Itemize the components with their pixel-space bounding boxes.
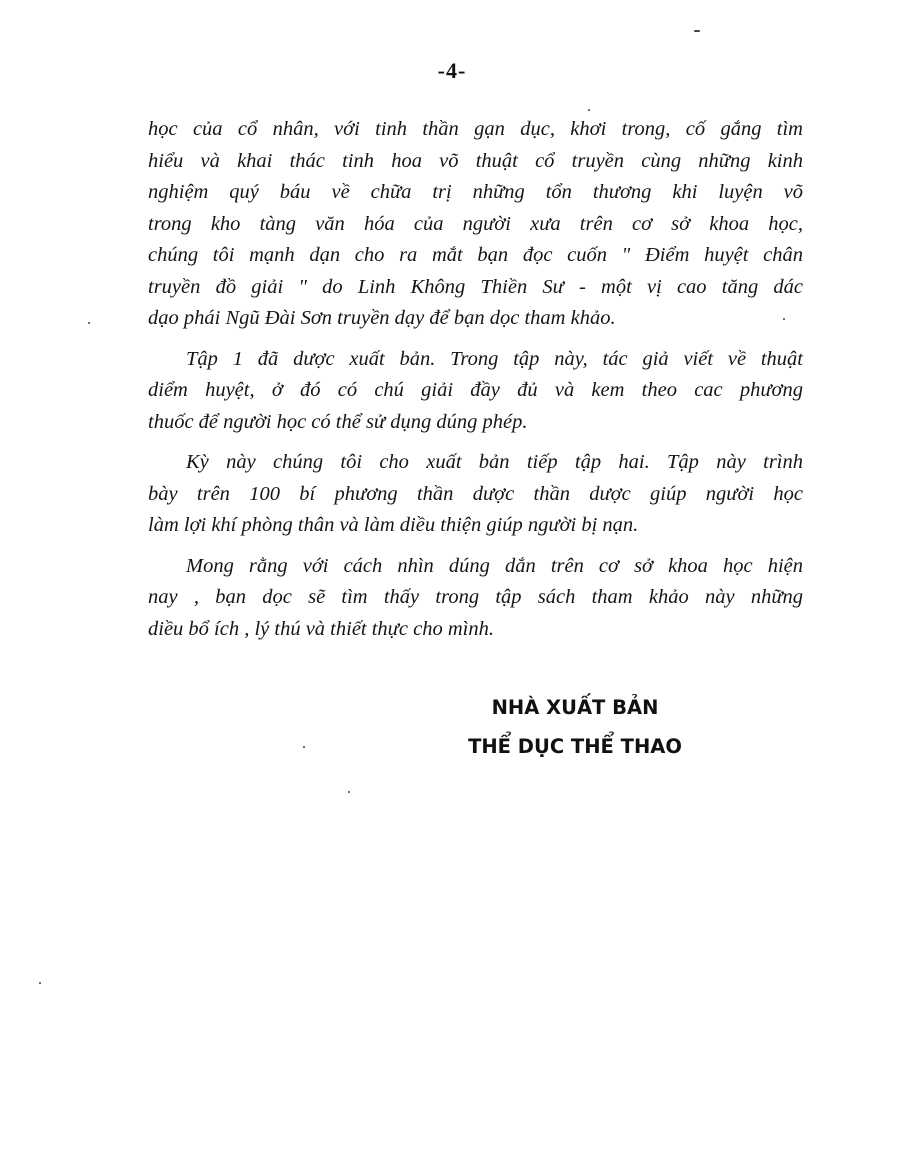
scan-speck <box>39 982 41 984</box>
text-line: truyền đồ giải " do Linh Không Thiền Sư - một vị cao tăng dác <box>148 275 803 298</box>
paragraph-intro <box>148 114 803 335</box>
text-line: bày trên 100 bí phương thần dược thần dược giúp người học <box>148 482 803 505</box>
body-text <box>148 114 803 654</box>
paragraph-volume-two <box>148 447 803 542</box>
text-line: học của cổ nhân, với tinh thần gạn dục, khơi trong, cố gắng tìm <box>148 118 803 140</box>
text-line: Tập 1 đã dược xuất bản. Trong tập này, tác giả viết về thuật <box>186 347 803 370</box>
paragraph-closing <box>148 551 803 646</box>
text-line: làm lợi khí phòng thân và làm diều thiện giúp người bị nạn. <box>148 514 639 536</box>
publisher-signature <box>430 688 720 766</box>
scan-speck <box>694 30 700 32</box>
text-line: nay , bạn dọc sẽ tìm thấy trong tập sách tham khảo này những <box>148 586 803 608</box>
text-line: Mong rằng với cách nhìn dúng dắn trên cơ sở khoa học hiện <box>186 554 803 577</box>
text-line: diểm huyệt, ở đó có chú giải đầy đủ và kem theo cac phương <box>148 379 803 401</box>
text-line: hiểu và khai thác tinh hoa võ thuật cổ truyền cùng những kinh <box>148 149 803 172</box>
scan-speck <box>588 109 590 111</box>
scan-speck <box>303 746 305 748</box>
scan-speck <box>783 318 785 320</box>
text-line: chúng tôi mạnh dạn cho ra mắt bạn đọc cuốn " Điểm huyệt chân <box>148 244 803 266</box>
text-line: trong kho tàng văn hóa của người xưa trên cơ sở khoa học, <box>148 212 803 235</box>
text-line: diều bổ ích , lý thú và thiết thực cho mình. <box>148 617 494 640</box>
text-line: nghiệm quý báu về chữa trị những tổn thương khi luyện võ <box>148 181 803 203</box>
scan-speck <box>348 791 350 793</box>
text-line: thuốc để người học có thể sử dụng dúng phép. <box>148 410 528 433</box>
text-line: Kỳ này chúng tôi cho xuất bản tiếp tập hai. Tập này trình <box>186 451 803 473</box>
scan-speck <box>88 322 90 324</box>
publisher-line: NHÀ XUẤT BẢN <box>491 696 659 719</box>
paragraph-volume-one <box>148 344 803 439</box>
publisher-name: THỂ DỤC THỂ THAO <box>468 735 682 758</box>
page-number: -4- <box>437 58 467 83</box>
text-line: dạo phái Ngũ Đài Sơn truyền dạy để bạn dọc tham khảo. <box>148 307 616 329</box>
